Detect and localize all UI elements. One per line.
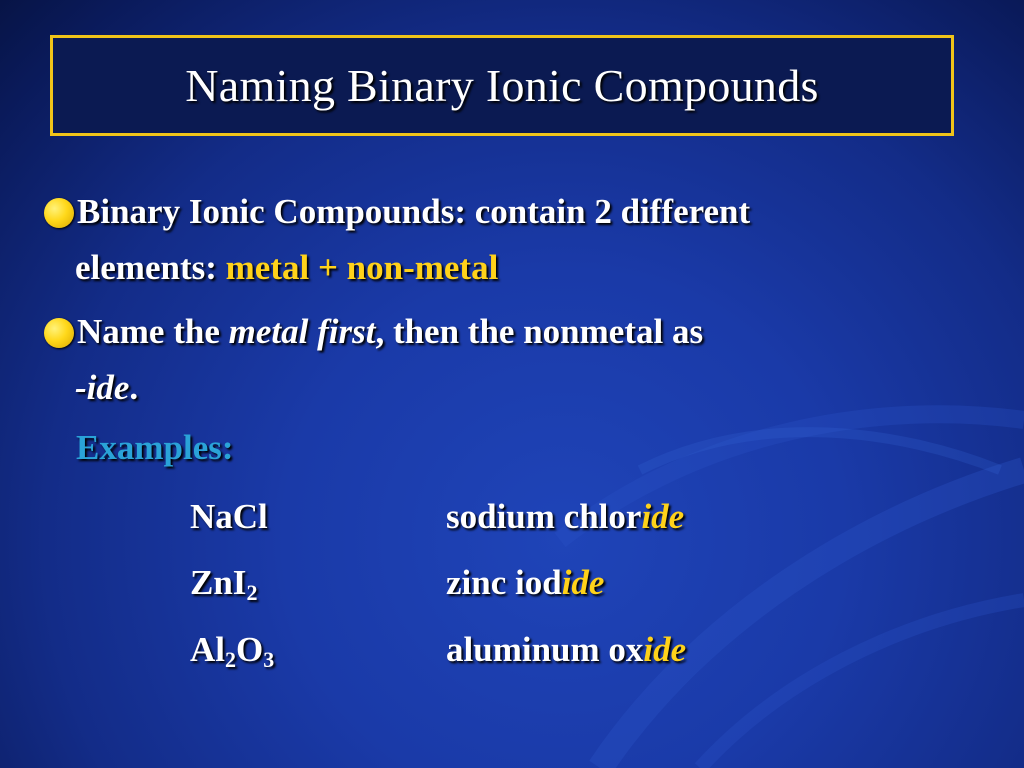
bullet-2-period: .	[129, 368, 139, 407]
example-formula	[190, 630, 274, 670]
formula-subscript: 3	[263, 647, 275, 672]
title-box	[50, 35, 954, 136]
formula-part: Al	[190, 630, 225, 669]
bullet-2-ide: -ide	[75, 368, 130, 407]
bullet-1-elements-text: elements:	[75, 248, 226, 287]
bullet-1-line-2	[75, 240, 974, 296]
example-name	[446, 630, 686, 670]
bullet-dot-icon	[44, 198, 74, 228]
example-name-suffix: ide	[561, 563, 605, 602]
bullet-2-line-2	[75, 360, 974, 416]
bullet-2-part-3: , then the nonmetal as	[375, 312, 704, 351]
example-row-zni2	[0, 563, 1024, 623]
bullet-2-part-1: Name the	[77, 312, 229, 351]
example-name	[446, 497, 684, 537]
examples-heading: Examples:	[76, 428, 234, 467]
formula-subscript: 2	[246, 580, 258, 605]
bullet-2-metal-first: metal first	[228, 312, 376, 351]
bullet-text-2	[77, 304, 974, 416]
example-name-base: zinc iod	[446, 563, 562, 602]
example-name-suffix: ide	[643, 630, 687, 669]
example-formula: NaCl	[190, 497, 268, 536]
formula-part: ZnI	[190, 563, 247, 602]
formula-subscript: 2	[225, 647, 236, 672]
slide-title: Naming Binary Ionic Compounds	[185, 60, 819, 111]
example-formula	[190, 563, 257, 603]
bullet-1-highlight: metal + non-metal	[225, 248, 499, 287]
bullet-2-line-1	[77, 312, 703, 351]
bullet-dot-icon	[44, 318, 74, 348]
bullet-1-line-1: Binary Ionic Compounds: contain 2 different	[77, 192, 751, 231]
bullet-item-2	[44, 304, 974, 416]
example-row-nacl	[0, 497, 1024, 557]
formula-part: O	[236, 630, 264, 669]
example-name	[446, 563, 604, 603]
example-name-suffix: ide	[641, 497, 685, 536]
example-row-al2o3	[0, 630, 1024, 690]
bullet-item-1	[44, 184, 974, 296]
example-name-base: sodium chlor	[446, 497, 642, 536]
bullet-text-1	[77, 184, 974, 296]
example-name-base: aluminum ox	[446, 630, 644, 669]
